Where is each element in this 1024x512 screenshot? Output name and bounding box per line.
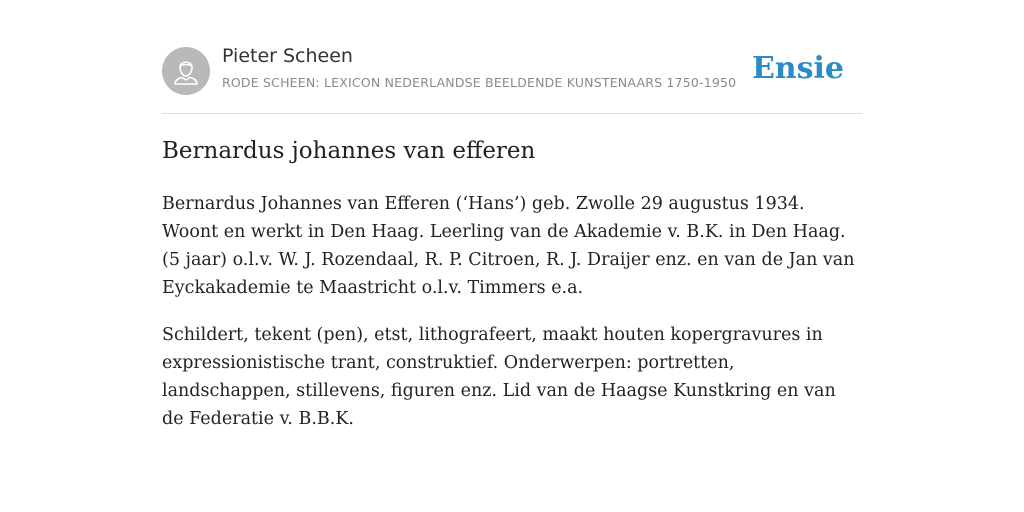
source-title[interactable]: RODE SCHEEN: LEXICON NEDERLANDSE BEELDENDE KUNSTENAARS 1750-1950 (222, 75, 737, 90)
article-paragraph: Schildert, tekent (pen), etst, lithografeert, maakt houten kopergravures in expressionistische trant, construktief. Onderwerpen: portretten, landschappen, stillevens, figuren enz. Lid van de Haagse Kunstkring en van de Federatie v. B.B.K. (162, 325, 836, 429)
ensie-logo[interactable]: Ensie (751, 51, 844, 86)
page-container (162, 0, 862, 429)
article-header (162, 0, 862, 114)
article-title: Bernardus johannes van efferen (162, 138, 536, 164)
author-avatar[interactable] (162, 47, 210, 95)
article-paragraph: Bernardus Johannes van Efferen (‘Hans’) geb. Zwolle 29 augustus 1934. Woont en werkt in Den Haag. Leerling van de Akademie v. B.K. in Den Haag. (5 jaar) o.l.v. W. J. Rozendaal, R. P. Citroen, R. J. Draijer enz. en van de Jan van Eyckakademie te Maastricht o.l.v. Timmers e.a. (162, 194, 855, 298)
user-icon (162, 47, 210, 95)
author-name[interactable]: Pieter Scheen (222, 45, 353, 67)
article-body (162, 190, 862, 452)
